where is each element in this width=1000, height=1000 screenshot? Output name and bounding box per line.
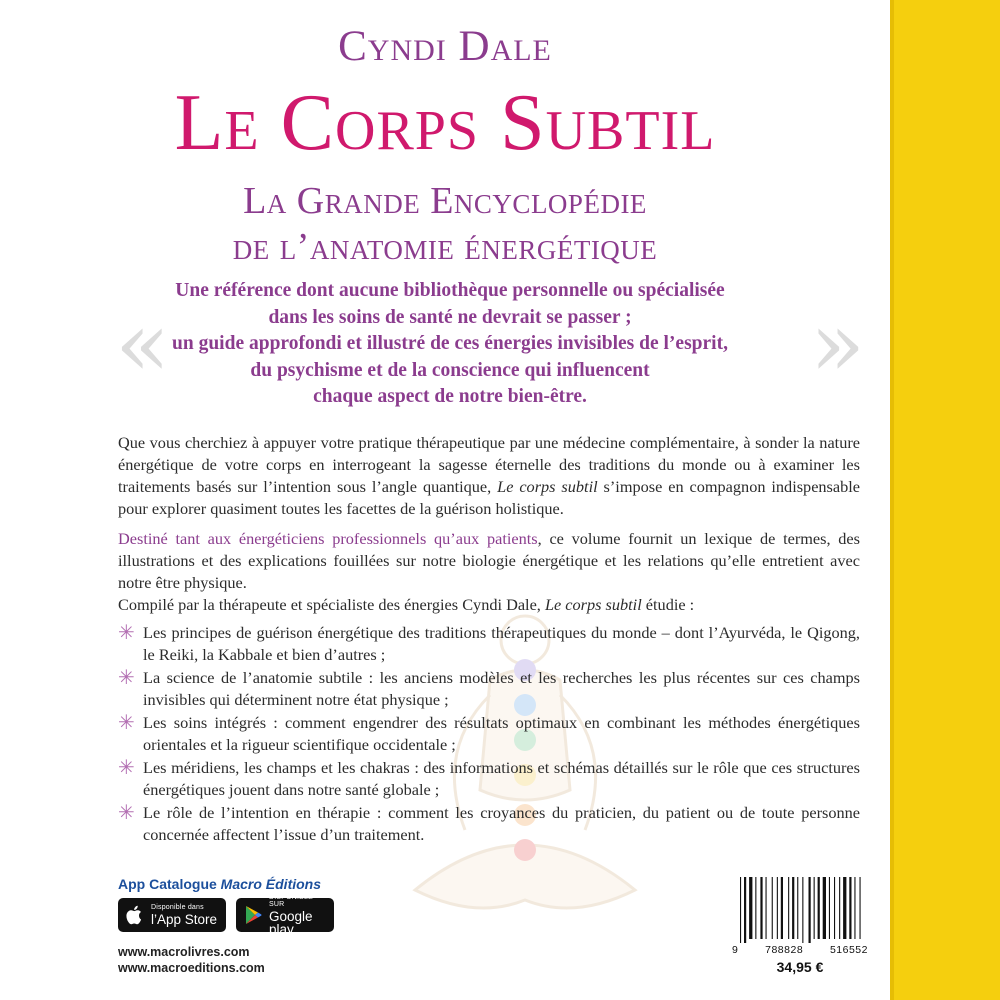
description-body — [118, 432, 860, 616]
website-link[interactable]: www.macroeditions.com — [118, 961, 265, 975]
googleplay-small-label: DISPONIBLE SUR — [269, 893, 314, 908]
asterisk-bullet-icon: ✳ — [118, 665, 135, 689]
quote-line: du psychisme et de la conscience qui influencent — [250, 359, 650, 381]
apple-icon — [125, 904, 145, 926]
barcode-bar — [792, 877, 794, 939]
barcode-bar — [749, 877, 752, 939]
barcode-bar — [814, 877, 815, 939]
publisher-brand: Macro Éditions — [220, 876, 322, 892]
publisher-websites — [118, 944, 265, 976]
barcode-bar — [744, 877, 746, 943]
list-item: ✳ Les principes de guérison énergétique des traditions thérapeutiques du monde – dont l’Ayurvéda, le Qigong, le Reiki, la Kabbale et bien d’autres ; — [118, 620, 860, 664]
quote-line: chaque aspect de notre bien-être. — [313, 386, 587, 407]
barcode-bar — [843, 877, 846, 939]
isbn-digit-group: 788828 — [765, 944, 804, 956]
barcode-bar — [818, 877, 820, 939]
list-item: ✳ Les soins intégrés : comment engendrer des résultats optimaux en combinant les méthodes énergétiques orientales et la rigueur scientifique occidentale ; — [118, 710, 860, 754]
subtitle-line-2: de l’anatomie énergétique — [232, 226, 658, 268]
book-title-italic: Le corps subtil — [544, 595, 642, 614]
barcode-bar — [809, 877, 811, 943]
spine-color-band — [890, 0, 1000, 1000]
paragraph-audience: Destiné tant aux énergéticiens professionnels qu’aux patients, ce volume fournit un lexique de termes, des illustrations et des explications fouillées sur notre biologie énergétique et les relations qu’elle entretient avec notre être physique. — [118, 529, 860, 592]
barcode-bar — [839, 877, 840, 939]
isbn-digit-group: 516552 — [829, 944, 868, 956]
open-quote-mark: « — [115, 292, 171, 397]
quote-line: Une référence dont aucune bibliothèque personnelle ou spécialisée — [175, 280, 725, 301]
asterisk-bullet-icon: ✳ — [118, 800, 135, 824]
barcode-bar — [772, 877, 773, 939]
pull-quote — [110, 278, 790, 411]
isbn-digit-group: 9 — [732, 944, 739, 956]
quote-line: dans les soins de santé ne devrait se passer ; — [268, 306, 632, 328]
price-label: 34,95 € — [776, 959, 824, 975]
book-subtitle — [0, 178, 890, 270]
barcode-bar — [849, 877, 851, 939]
barcode-bar — [860, 877, 861, 939]
author-name: Cyndi Dale — [338, 23, 552, 70]
barcode-bar — [829, 877, 830, 939]
barcode-bar — [760, 877, 762, 939]
barcode-bar — [854, 877, 855, 939]
subtitle-line-1: La Grande Encyclopédie — [243, 180, 647, 222]
barcode-bar — [781, 877, 783, 939]
book-title: Le Corps Subtil — [174, 79, 716, 167]
barcode-bar — [834, 877, 835, 939]
barcode-bar — [766, 877, 767, 939]
list-item: ✳ Les méridiens, les champs et les chakras : des informations et schémas détaillés sur le rôle que ces structures énergétiques jouent dans notre santé globale ; — [118, 755, 860, 799]
paragraph-intro: Que vous cherchiez à appuyer votre pratique thérapeutique par une médecine complémentaire, à sonder la nature énergétique de votre corps en interrogeant la sagesse éternelle des traditions du monde ou à examiner les traitements basés sur l’intention sous l’angle quantique, Le corps subtil s’impose en compagnon indispensable pour explorer quasiment toutes les facettes de la guérison holistique. — [118, 433, 861, 518]
list-item: ✳ Le rôle de l’intention en thérapie : comment les croyances du praticien, du patient ou de toute personne concernée affectent l’issue d’un traitement. — [118, 800, 860, 844]
book-title-italic: Le corps subtil — [497, 477, 598, 496]
appstore-label: l’App Store — [151, 911, 218, 927]
appstore-small-label: Disponible dans — [151, 903, 204, 911]
app-catalogue-heading: App Catalogue Macro Éditions — [118, 876, 322, 892]
isbn-barcode — [732, 873, 868, 943]
website-link[interactable]: www.macrolivres.com — [118, 945, 250, 959]
close-quote-mark: » — [810, 292, 866, 397]
paragraph-compiled: Compilé par la thérapeute et spécialiste des énergies Cyndi Dale, Le corps subtil étudie : — [118, 595, 695, 614]
asterisk-bullet-icon: ✳ — [118, 710, 135, 734]
barcode-bar — [823, 877, 826, 939]
google-play-icon — [243, 904, 263, 926]
isbn-digits — [732, 944, 868, 956]
barcode-bar — [777, 877, 778, 939]
topics-list — [118, 622, 860, 847]
google-play-badge[interactable] — [236, 893, 334, 937]
googleplay-label: Google play — [269, 908, 313, 937]
list-item: ✳ La science de l’anatomie subtile : les anciens modèles et les recherches les plus récentes sur ces champs invisibles qui déterminent notre état physique ; — [118, 665, 860, 709]
barcode-bar — [802, 877, 803, 943]
audience-highlight: Destiné tant aux énergéticiens professionnels qu’aux patients — [118, 529, 538, 548]
asterisk-bullet-icon: ✳ — [118, 620, 135, 644]
barcode-bar — [755, 877, 756, 939]
barcode-bar — [740, 877, 741, 943]
asterisk-bullet-icon: ✳ — [118, 755, 135, 779]
barcode-bar — [788, 877, 789, 939]
quote-line: un guide approfondi et illustré de ces énergies invisibles de l’esprit, — [172, 333, 728, 354]
app-store-badge[interactable] — [118, 898, 226, 932]
barcode-bar — [797, 877, 798, 939]
